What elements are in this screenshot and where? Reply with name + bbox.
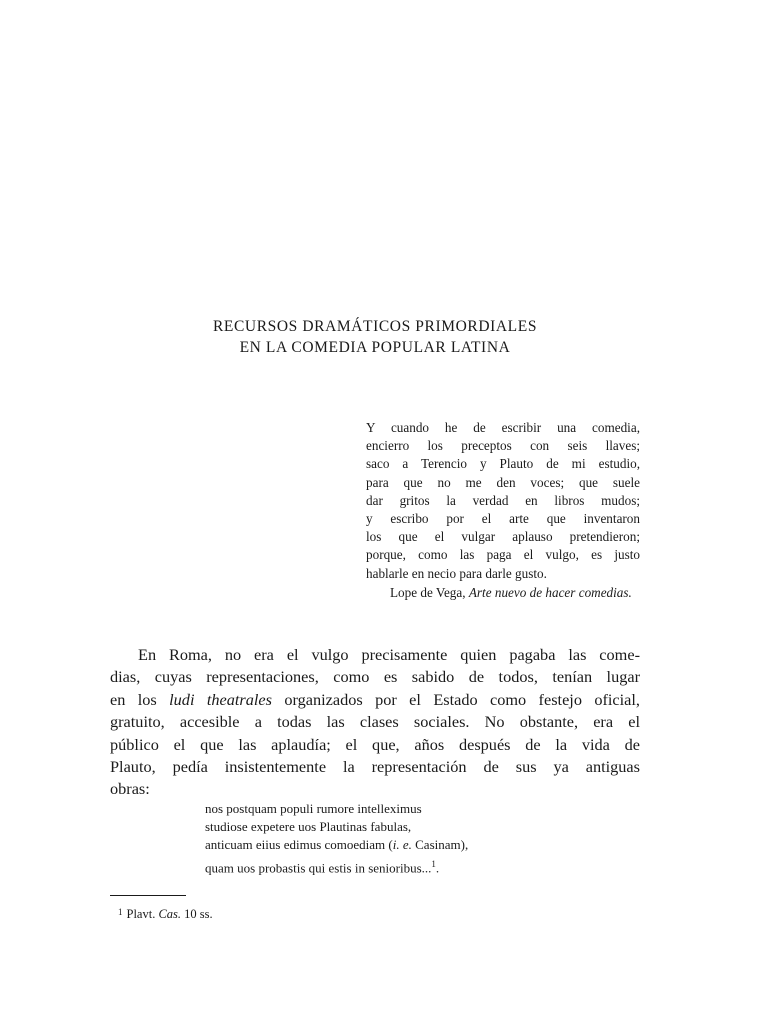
body-paragraph <box>110 644 640 801</box>
footnote <box>118 904 213 922</box>
body-line: En Roma, no era el vulgo precisamente quien pagaba las come- <box>138 645 640 664</box>
quote-segment: . <box>435 859 440 875</box>
quote-segment: anticuam eiius edimus comoediam ( <box>205 837 393 853</box>
footnote-italic: Cas. <box>158 907 182 921</box>
title-line-2: EN LA COMEDIA POPULAR LATINA <box>239 339 511 356</box>
epigraph-line: los que el vulgar aplauso pretendieron; <box>366 529 640 545</box>
footnote-reference: 1 <box>431 858 436 869</box>
epigraph <box>366 419 640 602</box>
epigraph-line: hablarle en necio para darle gusto. <box>366 565 547 581</box>
body-line: público el que las aplaudía; el que, años después de la vida de <box>110 734 640 754</box>
body-line <box>110 689 640 711</box>
body-line: obras: <box>110 779 150 799</box>
epigraph-line: saco a Terencio y Plauto de mi estudio, <box>366 456 640 472</box>
body-line: gratuito, accesible a todas las clases sociales. No obstante, era el <box>110 712 640 732</box>
quote-segment: quam uos probastis qui estis in senioribus... <box>205 859 432 875</box>
quote-line: studiose expetere uos Plautinas fabulas, <box>205 819 412 835</box>
epigraph-line: Y cuando he de escribir una comedia, <box>366 420 640 435</box>
epigraph-line: y escribo por el arte que inventaron <box>366 511 640 527</box>
body-line: dias, cuyas representaciones, como es sabido de todos, tenían lugar <box>110 667 640 687</box>
body-line: Plauto, pedía insistentemente la representación de sus ya antiguas <box>110 757 640 777</box>
footnote-number: 1 <box>118 907 123 917</box>
footnote-text: Plavt. <box>126 907 159 921</box>
epigraph-work-title-cont: comedias. <box>578 584 632 600</box>
body-text-segment: organizados por el Estado como festejo oficial, <box>271 689 640 709</box>
title-line-1: RECURSOS DRAMÁTICOS PRIMORDIALES <box>212 318 538 335</box>
epigraph-author: Lope de Vega, <box>390 584 466 600</box>
quote-line <box>205 836 565 854</box>
body-text-segment: en los <box>110 689 170 709</box>
quote-line <box>205 855 565 878</box>
quote-segment: Casinam), <box>411 837 469 853</box>
quote-line: nos postquam populi rumore intelleximus <box>205 801 422 816</box>
latin-quotation <box>205 800 565 877</box>
epigraph-line: para que no me den voces; que suele <box>366 474 640 490</box>
epigraph-line: encierro los preceptos con seis llaves; <box>366 438 640 454</box>
epigraph-line: porque, como las paga el vulgo, es justo <box>366 547 640 563</box>
body-italic-term: ludi theatrales <box>169 689 272 709</box>
article-title <box>150 316 600 358</box>
epigraph-line: dar gritos la verdad en libros mudos; <box>366 492 640 508</box>
epigraph-work-title: Arte nuevo de hacer <box>468 584 576 600</box>
footnote-separator <box>110 895 186 896</box>
epigraph-attribution <box>366 584 640 602</box>
quote-italic: i. e. <box>392 837 412 853</box>
footnote-text: 10 ss. <box>181 907 213 921</box>
